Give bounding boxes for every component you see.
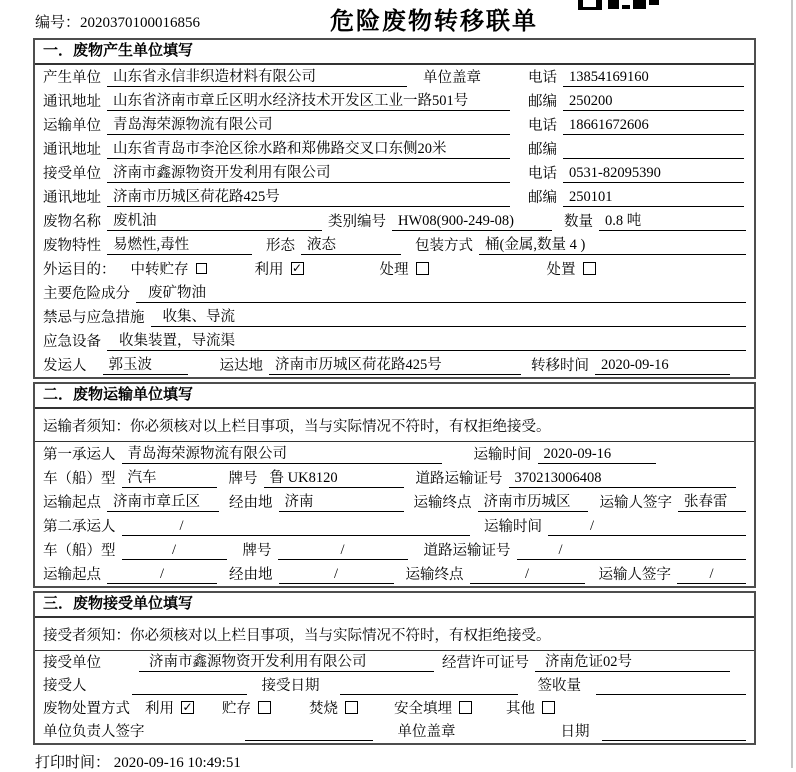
section-producer bbox=[33, 38, 756, 379]
carrier1-value: 青岛海荣源物流有限公司 bbox=[122, 445, 442, 464]
signature-label: 运输人签字 bbox=[599, 495, 672, 511]
route1-row bbox=[35, 490, 754, 514]
option-label: 贮存 bbox=[222, 701, 251, 717]
category-value: HW08(900-249-08) bbox=[392, 212, 552, 231]
via1-value: 济南 bbox=[279, 493, 404, 512]
signature2-value: / bbox=[677, 565, 746, 584]
receive-person-label: 接受人 bbox=[43, 678, 87, 694]
transfer-time-label: 转移时间 bbox=[531, 358, 589, 374]
transporter-value: 青岛海荣源物流有限公司 bbox=[107, 116, 510, 135]
purpose-option-treat bbox=[380, 258, 429, 279]
origin-label: 运输起点 bbox=[43, 567, 101, 583]
carrier1-row bbox=[35, 442, 754, 466]
transporter-phone-value: 18661672606 bbox=[563, 116, 744, 135]
permit-label: 经营许可证号 bbox=[442, 655, 529, 671]
vehicle2-row bbox=[35, 538, 754, 562]
category-label: 类别编号 bbox=[328, 214, 386, 230]
checkbox-transfer-storage bbox=[196, 263, 207, 274]
seal-date-value bbox=[602, 722, 747, 741]
received-quantity-label: 签收量 bbox=[537, 678, 581, 694]
shipper-row bbox=[35, 353, 754, 377]
serial-number bbox=[35, 11, 200, 32]
option-label: 利用 bbox=[145, 701, 174, 717]
hazard-label: 主要危险成分 bbox=[43, 286, 130, 302]
taboo-label: 禁忌与应急措施 bbox=[43, 310, 145, 326]
option-label: 利用 bbox=[254, 262, 284, 278]
purpose-label: 外运目的： bbox=[43, 262, 116, 278]
destination-value: 济南市历城区荷花路425号 bbox=[269, 356, 521, 375]
section-transporter bbox=[33, 382, 756, 588]
notice-label: 运输者须知： bbox=[43, 418, 130, 435]
taboo-row bbox=[35, 305, 754, 329]
producer-phone-field bbox=[528, 66, 746, 87]
origin1-value: 济南市章丘区 bbox=[107, 493, 219, 512]
page-title: 危险废物转移联单 bbox=[330, 8, 538, 35]
purpose-option-transfer-storage bbox=[131, 258, 207, 279]
serial-label: 编号： bbox=[35, 15, 81, 31]
hazard-row bbox=[35, 281, 754, 305]
receiver-address-row bbox=[35, 185, 754, 209]
transporter-phone-field bbox=[528, 114, 746, 135]
qr-code-fragment bbox=[578, 0, 668, 11]
notice-label: 接受者须知： bbox=[43, 627, 130, 644]
vehicle-label: 车（船）型 bbox=[43, 471, 116, 487]
document-header bbox=[0, 0, 796, 38]
receive-person-value bbox=[132, 676, 247, 695]
seal-date-label: 日期 bbox=[560, 724, 590, 740]
section-producer-title: 一．废物产生单位填写 bbox=[35, 40, 754, 65]
receive-unit-row bbox=[35, 651, 754, 674]
transporter-notice bbox=[35, 409, 754, 442]
receive-person-row bbox=[35, 674, 754, 697]
checkbox-utilize: ✓ bbox=[182, 700, 193, 714]
checkbox-other bbox=[542, 701, 555, 714]
purpose-row bbox=[35, 257, 754, 281]
road-permit1-value: 370213006408 bbox=[509, 469, 737, 488]
disposal-label: 废物处置方式 bbox=[43, 701, 130, 717]
plate-label: 牌号 bbox=[242, 543, 272, 559]
quantity-label: 数量 bbox=[564, 214, 593, 230]
option-label: 安全填埋 bbox=[394, 701, 452, 717]
receiver-zip-field bbox=[528, 186, 746, 207]
route2-row bbox=[35, 562, 754, 586]
terminus-label: 运输终点 bbox=[413, 495, 472, 511]
packing-value: 桶(金属,数量 4 ) bbox=[479, 236, 746, 255]
carrier2-value: / bbox=[122, 517, 471, 536]
transport-time2-value: / bbox=[548, 517, 746, 536]
receiver-address-value: 济南市历城区荷花路425号 bbox=[107, 188, 510, 207]
checkbox-landfill bbox=[459, 701, 472, 714]
via-label: 经由地 bbox=[229, 495, 273, 511]
receive-unit-label: 接受单位 bbox=[43, 655, 101, 671]
shipper-label: 发运人 bbox=[43, 358, 87, 374]
print-time bbox=[35, 751, 796, 772]
permit-value: 济南危证02号 bbox=[535, 653, 730, 672]
transport-time1-value: 2020-09-16 bbox=[538, 445, 656, 464]
signature1-value: 张春雷 bbox=[678, 493, 746, 512]
receiver-phone-value: 0531-82095390 bbox=[563, 164, 744, 183]
terminus1-value: 济南市历城区 bbox=[478, 493, 588, 512]
transporter-address-row bbox=[35, 137, 754, 161]
transporter-label: 运输单位 bbox=[43, 118, 101, 134]
disposal-option-utilize bbox=[145, 697, 194, 718]
section-receiver bbox=[33, 591, 756, 745]
waste-traits-row bbox=[35, 233, 754, 257]
producer-unit-row bbox=[35, 65, 754, 89]
origin2-value: / bbox=[107, 565, 217, 584]
road-permit-label: 道路运输证号 bbox=[415, 471, 503, 487]
producer-address-value: 山东省济南市章丘区明水经济技术开发区工业一路501号 bbox=[107, 92, 510, 111]
vehicle1-row bbox=[35, 466, 754, 490]
page-edge-line bbox=[791, 0, 793, 768]
carrier2-label: 第二承运人 bbox=[43, 519, 116, 535]
section-receiver-title: 三．废物接受单位填写 bbox=[35, 593, 754, 618]
equipment-row bbox=[35, 329, 754, 353]
checkbox-utilize: ✓ bbox=[291, 261, 303, 275]
transport-time-label: 运输时间 bbox=[473, 447, 532, 463]
equipment-value: 收集装置，导流渠 bbox=[107, 332, 746, 351]
receiver-zip-value: 250101 bbox=[563, 188, 744, 207]
print-time-label: 打印时间： bbox=[35, 755, 111, 771]
section-transporter-title: 二．废物运输单位填写 bbox=[35, 384, 754, 409]
road-permit-label: 道路运输证号 bbox=[423, 543, 511, 559]
vehicle1-value: 汽车 bbox=[122, 469, 217, 488]
phone-label: 电话 bbox=[528, 166, 557, 182]
address-label: 通讯地址 bbox=[43, 142, 101, 158]
terminus-label: 运输终点 bbox=[405, 567, 464, 583]
hazard-value: 废矿物油 bbox=[136, 284, 746, 303]
producer-unit-label: 产生单位 bbox=[43, 70, 101, 86]
carrier1-label: 第一承运人 bbox=[43, 447, 116, 463]
form-value: 液态 bbox=[301, 236, 401, 255]
destination-label: 运达地 bbox=[219, 358, 263, 374]
manager-signature-row bbox=[35, 720, 754, 743]
receive-date-value bbox=[340, 676, 518, 695]
notice-text: 你必须核对以上栏目事项，当与实际情况不符时，有权拒绝接受。 bbox=[130, 418, 551, 435]
waste-name-value: 废机油 bbox=[107, 212, 322, 231]
transporter-zip-field bbox=[528, 138, 746, 159]
disposal-row bbox=[35, 697, 754, 720]
traits-value: 易燃性,毒性 bbox=[107, 236, 252, 255]
disposal-option-storage bbox=[222, 697, 271, 718]
waste-name-row bbox=[35, 209, 754, 233]
disposal-option-landfill bbox=[394, 697, 472, 718]
notice-text: 你必须核对以上栏目事项，当与实际情况不符时，有权拒绝接受。 bbox=[130, 627, 551, 644]
manager-signature-value bbox=[245, 722, 373, 741]
receiver-label: 接受单位 bbox=[43, 166, 101, 182]
receive-date-label: 接受日期 bbox=[261, 678, 320, 694]
print-time-value: 2020-09-16 10:49:51 bbox=[113, 755, 241, 771]
equipment-label: 应急设备 bbox=[43, 334, 101, 350]
zip-label: 邮编 bbox=[528, 190, 557, 206]
transporter-unit-row bbox=[35, 113, 754, 137]
checkbox-storage bbox=[258, 701, 271, 714]
transporter-address-value: 山东省青岛市李沧区徐水路和郑佛路交叉口东侧20米 bbox=[107, 140, 510, 159]
purpose-option-utilize bbox=[255, 258, 304, 279]
via2-value: / bbox=[279, 565, 394, 584]
phone-label: 电话 bbox=[528, 70, 557, 86]
disposal-option-incinerate bbox=[309, 697, 358, 718]
traits-label: 废物特性 bbox=[43, 238, 101, 254]
packing-label: 包装方式 bbox=[415, 238, 473, 254]
option-label: 其他 bbox=[506, 701, 535, 717]
receiver-phone-field bbox=[528, 162, 746, 183]
checkbox-treat bbox=[416, 262, 429, 275]
address-label: 通讯地址 bbox=[43, 94, 101, 110]
carrier2-row bbox=[35, 514, 754, 538]
taboo-value: 收集、导流 bbox=[151, 308, 747, 327]
option-label: 焚烧 bbox=[309, 701, 338, 717]
plate1-value: 鲁 UK8120 bbox=[264, 469, 404, 488]
quantity-value: 0.8 吨 bbox=[599, 212, 746, 231]
producer-zip-value: 250200 bbox=[563, 92, 744, 111]
address-label: 通讯地址 bbox=[43, 190, 101, 206]
option-label: 中转贮存 bbox=[130, 262, 189, 278]
zip-label: 邮编 bbox=[528, 142, 557, 158]
receiver-unit-row bbox=[35, 161, 754, 185]
receiver-value: 济南市鑫源物资开发利用有限公司 bbox=[107, 164, 510, 183]
manager-signature-label: 单位负责人签字 bbox=[43, 724, 145, 740]
producer-unit-value: 山东省永信非织造材料有限公司 bbox=[107, 68, 407, 87]
receiver-notice bbox=[35, 618, 754, 651]
receive-unit-value: 济南市鑫源物资开发利用有限公司 bbox=[139, 653, 434, 672]
unit-seal-label: 单位盖章 bbox=[423, 70, 481, 86]
serial-value: 2020370100016856 bbox=[80, 15, 201, 31]
purpose-option-dispose bbox=[547, 258, 596, 279]
zip-label: 邮编 bbox=[528, 94, 557, 110]
option-label: 处置 bbox=[546, 262, 576, 278]
transporter-zip-value bbox=[563, 140, 744, 159]
unit-seal-label: 单位盖章 bbox=[397, 724, 456, 740]
producer-phone-value: 13854169160 bbox=[563, 68, 744, 87]
terminus2-value: / bbox=[470, 565, 585, 584]
transport-time-label: 运输时间 bbox=[484, 519, 542, 535]
transfer-time-value: 2020-09-16 bbox=[595, 356, 730, 375]
plate-label: 牌号 bbox=[228, 471, 258, 487]
producer-zip-field bbox=[528, 90, 746, 111]
via-label: 经由地 bbox=[229, 567, 273, 583]
option-label: 处理 bbox=[379, 262, 409, 278]
vehicle2-value: / bbox=[122, 541, 227, 560]
signature-label: 运输人签字 bbox=[598, 567, 671, 583]
disposal-option-other bbox=[506, 697, 555, 718]
phone-label: 电话 bbox=[528, 118, 557, 134]
vehicle-label: 车（船）型 bbox=[43, 543, 116, 559]
plate2-value: / bbox=[278, 541, 408, 560]
road-permit2-value: / bbox=[517, 541, 747, 560]
shipper-value: 郭玉波 bbox=[103, 356, 188, 375]
form-label: 形态 bbox=[266, 238, 295, 254]
producer-address-row bbox=[35, 89, 754, 113]
checkbox-incinerate bbox=[345, 701, 358, 714]
waste-name-label: 废物名称 bbox=[43, 214, 101, 230]
received-quantity-value bbox=[596, 676, 746, 695]
checkbox-dispose bbox=[583, 262, 596, 275]
origin-label: 运输起点 bbox=[43, 495, 101, 511]
